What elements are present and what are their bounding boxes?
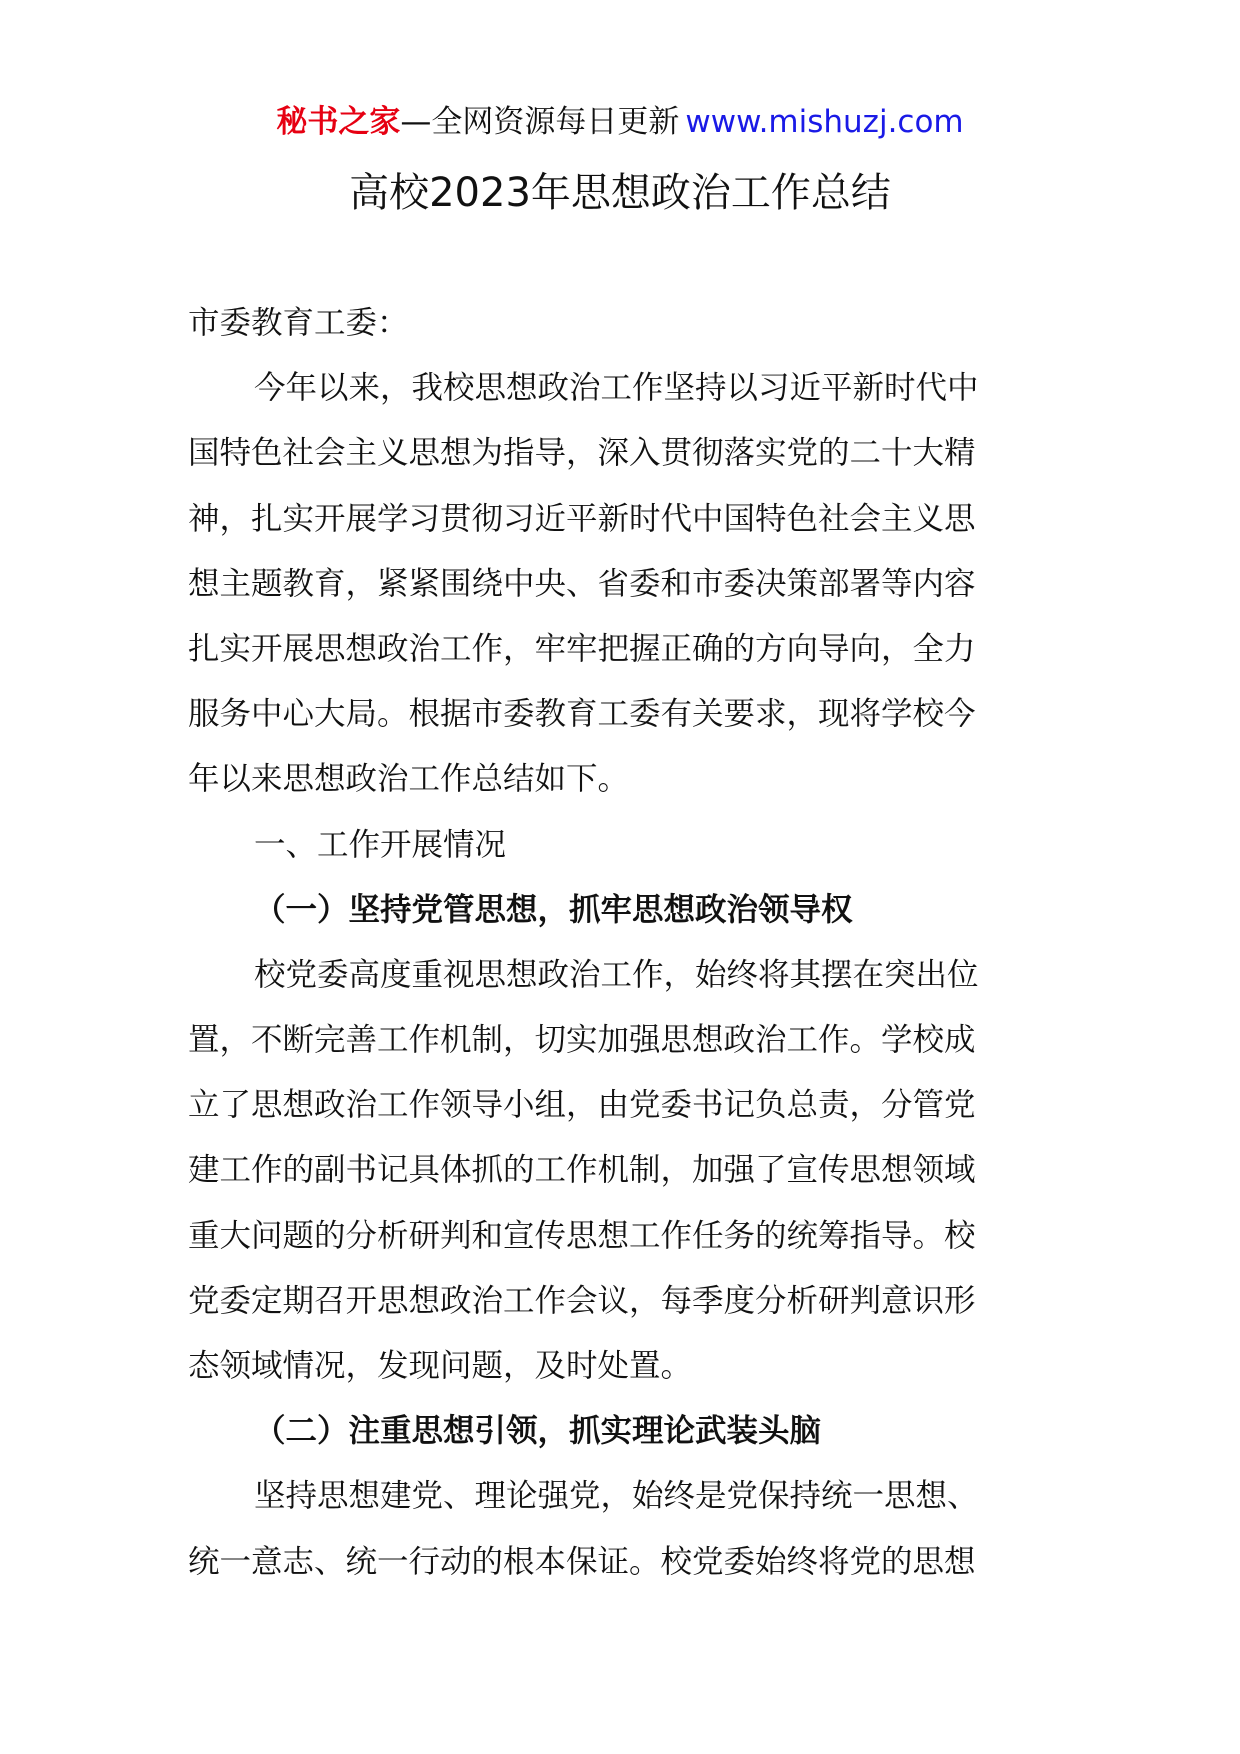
site-url-link[interactable]: www.mishuzj.com xyxy=(685,104,964,140)
body-line: 服务中心大局。根据市委教育工委有关要求，现将学校今 xyxy=(188,696,976,733)
document-title: 高校2023年思想政治工作总结 xyxy=(349,170,891,216)
document-body xyxy=(188,291,1052,1595)
body-line: 今年以来，我校思想政治工作坚持以习近平新时代中 xyxy=(254,370,979,407)
body-line: 国特色社会主义思想为指导，深入贯彻落实党的二十大精 xyxy=(188,435,976,472)
body-line: 党委定期召开思想政治工作会议，每季度分析研判意识形 xyxy=(188,1282,976,1319)
body-line: 建工作的副书记具体抓的工作机制，加强了宣传思想领域 xyxy=(188,1152,976,1189)
body-line: 想主题教育，紧紧围绕中央、省委和市委决策部署等内容 xyxy=(188,565,976,602)
body-line: 一、工作开展情况 xyxy=(254,826,507,863)
body-line: 坚持思想建党、理论强党，始终是党保持统一思想、 xyxy=(254,1478,979,1515)
site-tagline: —全网资源每日更新 xyxy=(400,104,680,140)
site-brand: 秘书之家 xyxy=(276,104,401,140)
body-line: 扎实开展思想政治工作，牢牢把握正确的方向导向，全力 xyxy=(188,630,976,667)
body-line: 年以来思想政治工作总结如下。 xyxy=(188,761,630,798)
body-line: 态领域情况，发现问题，及时处置。 xyxy=(188,1348,693,1384)
body-line: 神，扎实开展学习贯彻习近平新时代中国特色社会主义思 xyxy=(188,500,976,537)
body-line: 统一意志、统一行动的根本保证。校党委始终将党的思想 xyxy=(188,1543,976,1580)
body-line: 校党委高度重视思想政治工作，始终将其摆在突出位 xyxy=(254,956,979,993)
body-line: 置，不断完善工作机制，切实加强思想政治工作。学校成 xyxy=(188,1022,976,1059)
site-header xyxy=(0,100,1240,144)
section-subheading: （一）坚持党管思想，抓牢思想政治领导权 xyxy=(254,891,853,928)
section-subheading: （二）注重思想引领，抓实理论武装头脑 xyxy=(254,1413,822,1450)
body-line: 重大问题的分析研判和宣传思想工作任务的统筹指导。校 xyxy=(188,1217,976,1254)
body-line: 市委教育工委： xyxy=(188,305,409,341)
body-line: 立了思想政治工作领导小组，由党委书记负总责，分管党 xyxy=(188,1087,976,1124)
